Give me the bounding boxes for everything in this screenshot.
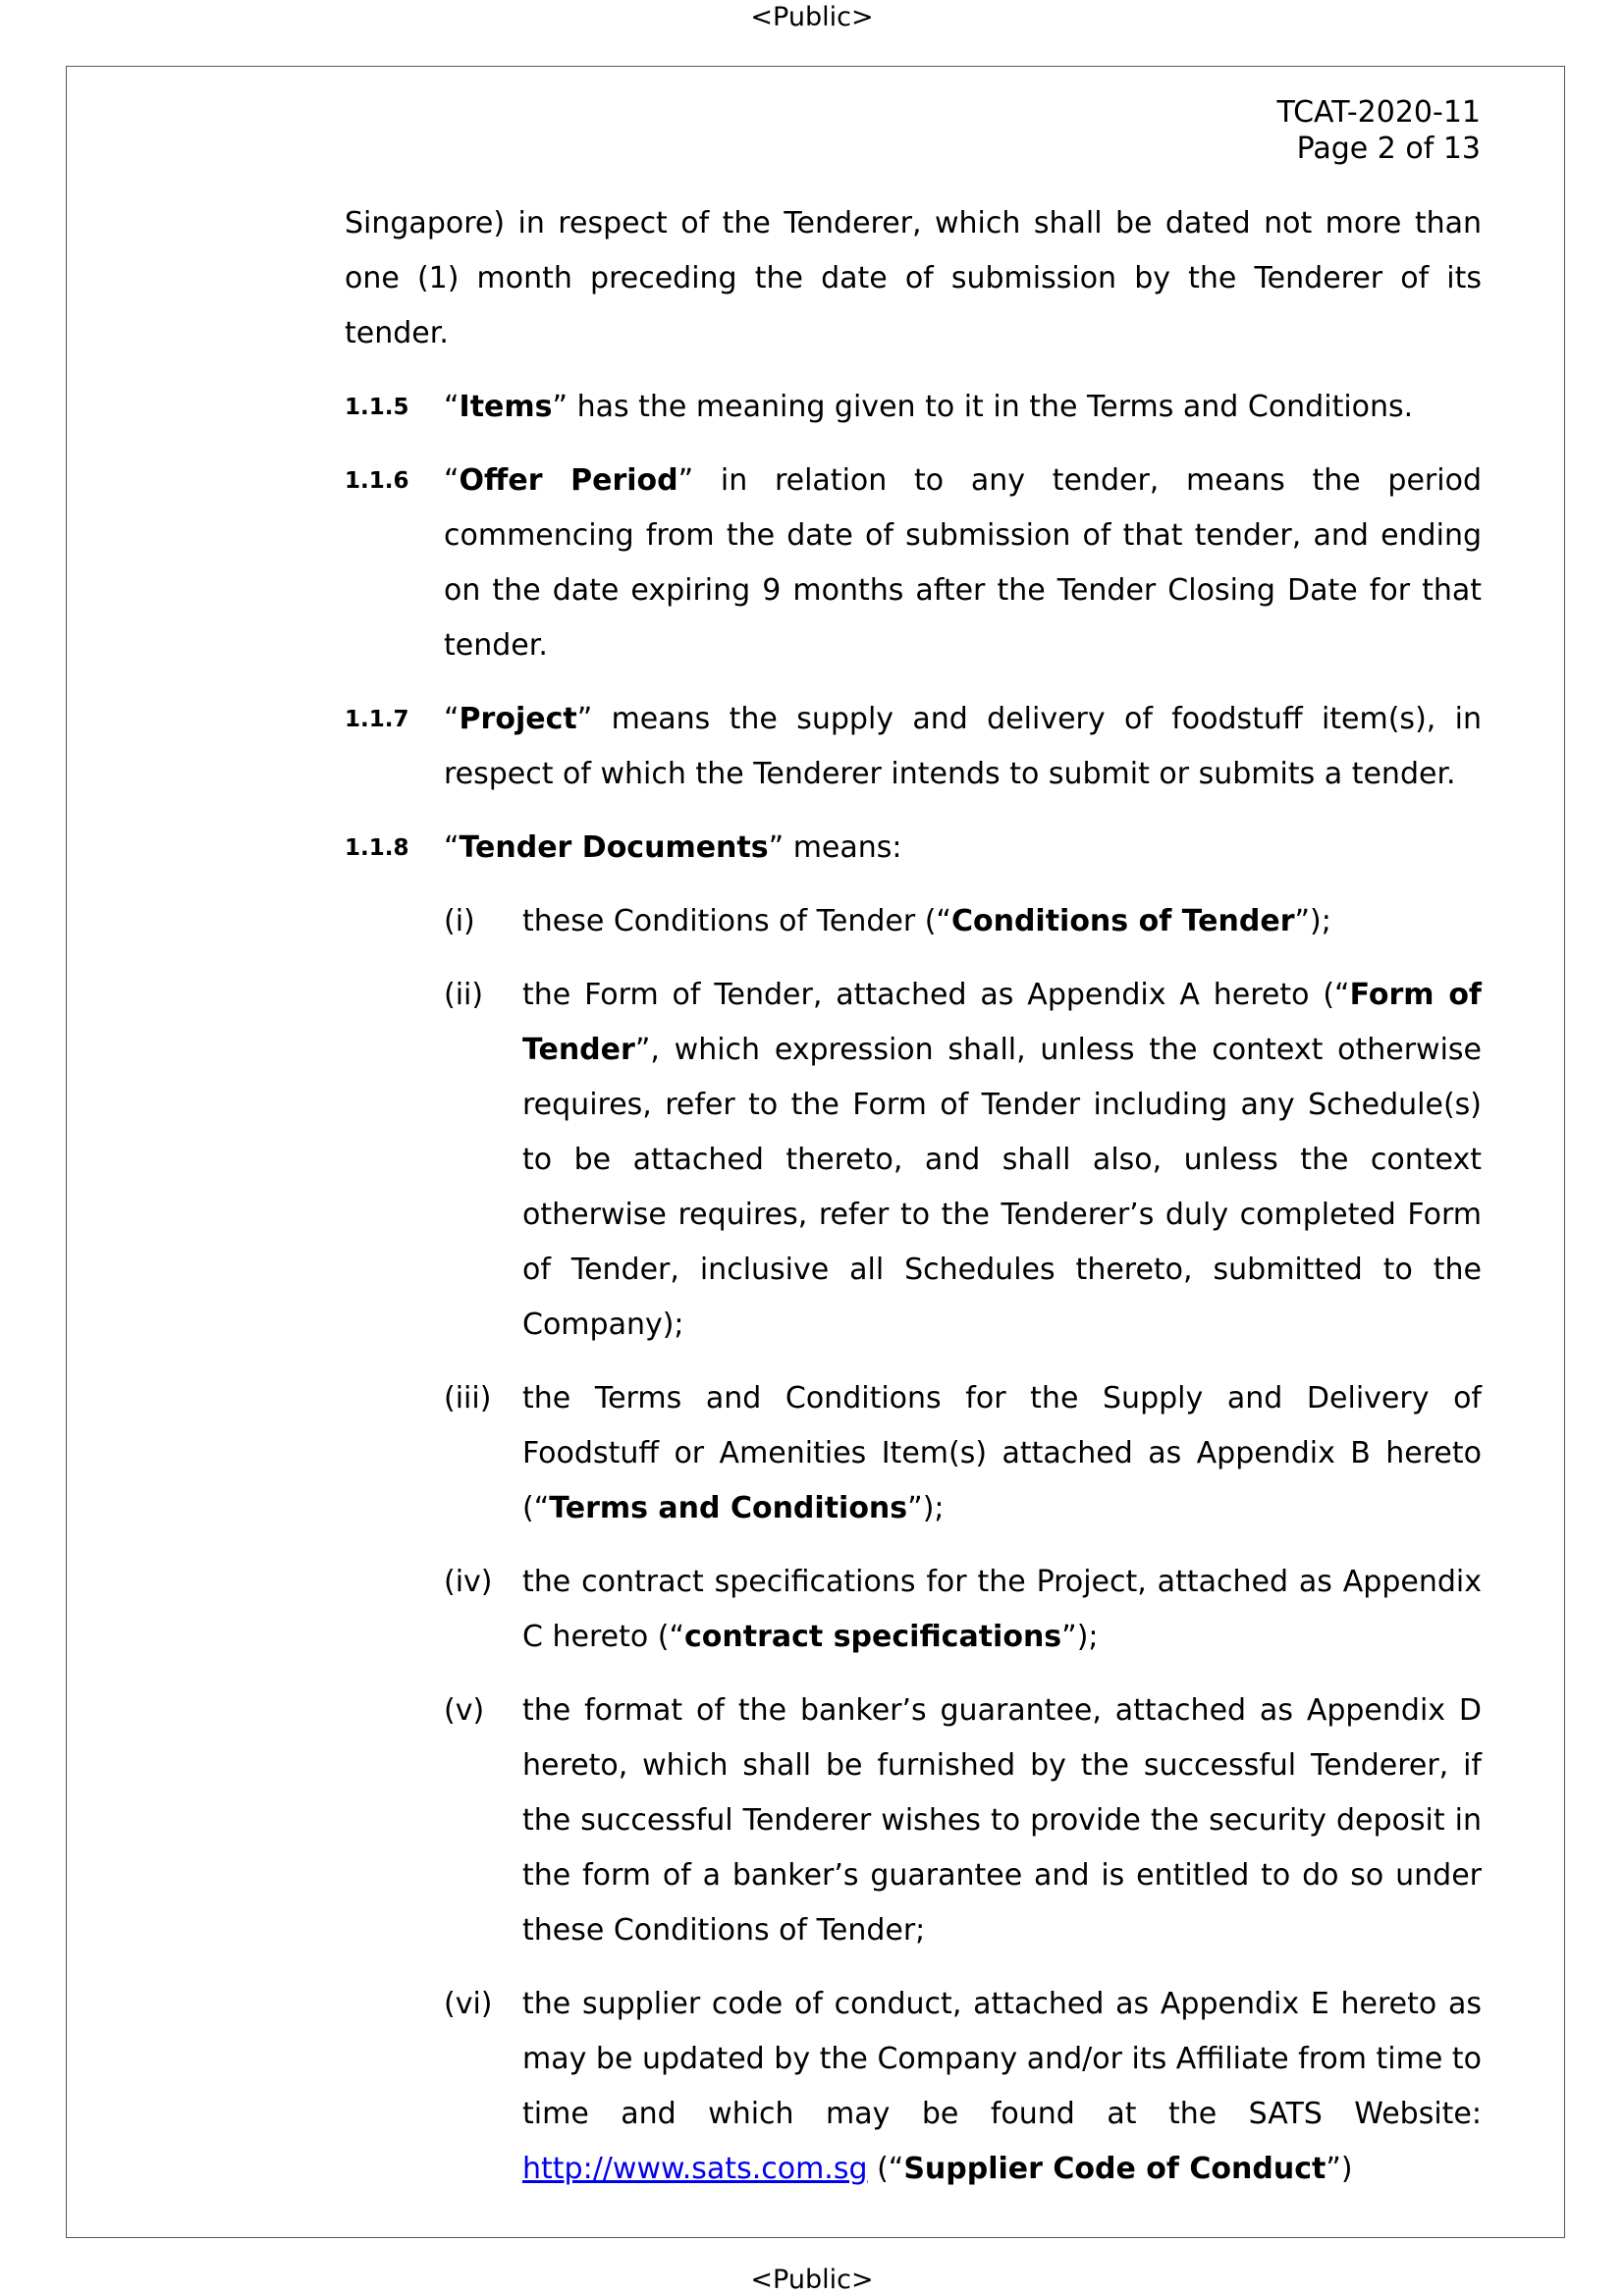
- defined-term: Tender Documents: [459, 830, 769, 865]
- item-label: (vi): [444, 1987, 493, 2021]
- list-item: [444, 1555, 1482, 1665]
- defined-term: Terms and Conditions: [549, 1491, 908, 1525]
- page-number: Page 2 of 13: [1296, 132, 1481, 166]
- item-label: (iv): [444, 1565, 493, 1599]
- clause-text: “Project” means the supply and delivery of foodstuff item(s), in respect of which the Tenderer intends to submit or submits a tender.: [444, 702, 1482, 791]
- sats-website-link[interactable]: http://www.sats.com.sg: [522, 2152, 868, 2186]
- list-item: [444, 894, 1482, 949]
- clause-number: 1.1.5: [345, 395, 409, 420]
- item-label: (ii): [444, 978, 484, 1012]
- clause-number: 1.1.6: [345, 468, 409, 494]
- item-label: (iii): [444, 1381, 492, 1415]
- item-label: (v): [444, 1693, 485, 1728]
- item-text: these Conditions of Tender (“Conditions of Tender”);: [522, 904, 1331, 938]
- clause-number: 1.1.7: [345, 707, 409, 732]
- defined-term: Form of Tender: [522, 978, 1482, 1067]
- continuation-paragraph: Singapore) in respect of the Tenderer, which shall be dated not more than one (1) month preceding the date of submission by the Tenderer of its tender.: [345, 206, 1482, 350]
- defined-term: Project: [459, 702, 577, 736]
- clause-number: 1.1.8: [345, 835, 409, 861]
- list-item: [444, 968, 1482, 1353]
- list-item: [444, 1371, 1482, 1536]
- classification-label-top: <Public>: [750, 2, 874, 32]
- defined-term: Items: [459, 390, 553, 424]
- clause-1-1-6: [345, 454, 1482, 673]
- list-item: [444, 1977, 1482, 2197]
- list-item: [444, 1683, 1482, 1958]
- clause-text: “Offer Period” in relation to any tender, means the period commencing from the date of submission of that tender, and ending on the date expiring 9 months after the Tender Closing Date for that tender.: [444, 463, 1482, 663]
- item-text: the supplier code of conduct, attached as Appendix E hereto as may be updated by the Company and/or its Affiliate from time to time and which may be found at the SATS Website: http://www.sats.com.sg (“Supplier Code of Conduct”): [522, 1987, 1482, 2186]
- defined-term: contract specifications: [684, 1620, 1062, 1654]
- defined-term: Offer Period: [459, 463, 678, 498]
- classification-label-bottom: <Public>: [750, 2265, 874, 2295]
- defined-term: Supplier Code of Conduct: [903, 2152, 1326, 2186]
- item-label: (i): [444, 904, 475, 938]
- item-text: the Terms and Conditions for the Supply and Delivery of Foodstuff or Amenities Item(s) attached as Appendix B hereto (“Terms and Conditions”);: [522, 1381, 1482, 1525]
- clause-text: “Items” has the meaning given to it in the Terms and Conditions.: [444, 390, 1414, 424]
- clause-1-1-5: [345, 380, 1482, 435]
- item-text: the contract specifications for the Project, attached as Appendix C hereto (“contract specifications”);: [522, 1565, 1482, 1654]
- clause-text: “Tender Documents” means:: [444, 830, 902, 865]
- document-reference: TCAT-2020-11: [1276, 95, 1481, 130]
- tender-documents-list: [444, 894, 1482, 2197]
- clause-1-1-8: [345, 821, 1482, 876]
- clause-1-1-7: [345, 692, 1482, 802]
- document-body: [345, 196, 1482, 2197]
- item-text: the Form of Tender, attached as Appendix A hereto (“Form of Tender”, which expression shall, unless the context otherwise requires, refer to the Form of Tender including any Schedule(s) to be attached thereto, and shall also, unless the context otherwise requires, refer to the Tenderer’s duly completed Form of Tender, inclusive all Schedules thereto, submitted to the Company);: [522, 978, 1482, 1342]
- defined-term: Conditions of Tender: [950, 904, 1295, 938]
- item-text: the format of the banker’s guarantee, attached as Appendix D hereto, which shall be furnished by the successful Tenderer, if the successful Tenderer wishes to provide the security deposit in the form of a banker’s guarantee and is entitled to do so under these Conditions of Tender;: [522, 1693, 1482, 1948]
- document-header: [1277, 94, 1481, 167]
